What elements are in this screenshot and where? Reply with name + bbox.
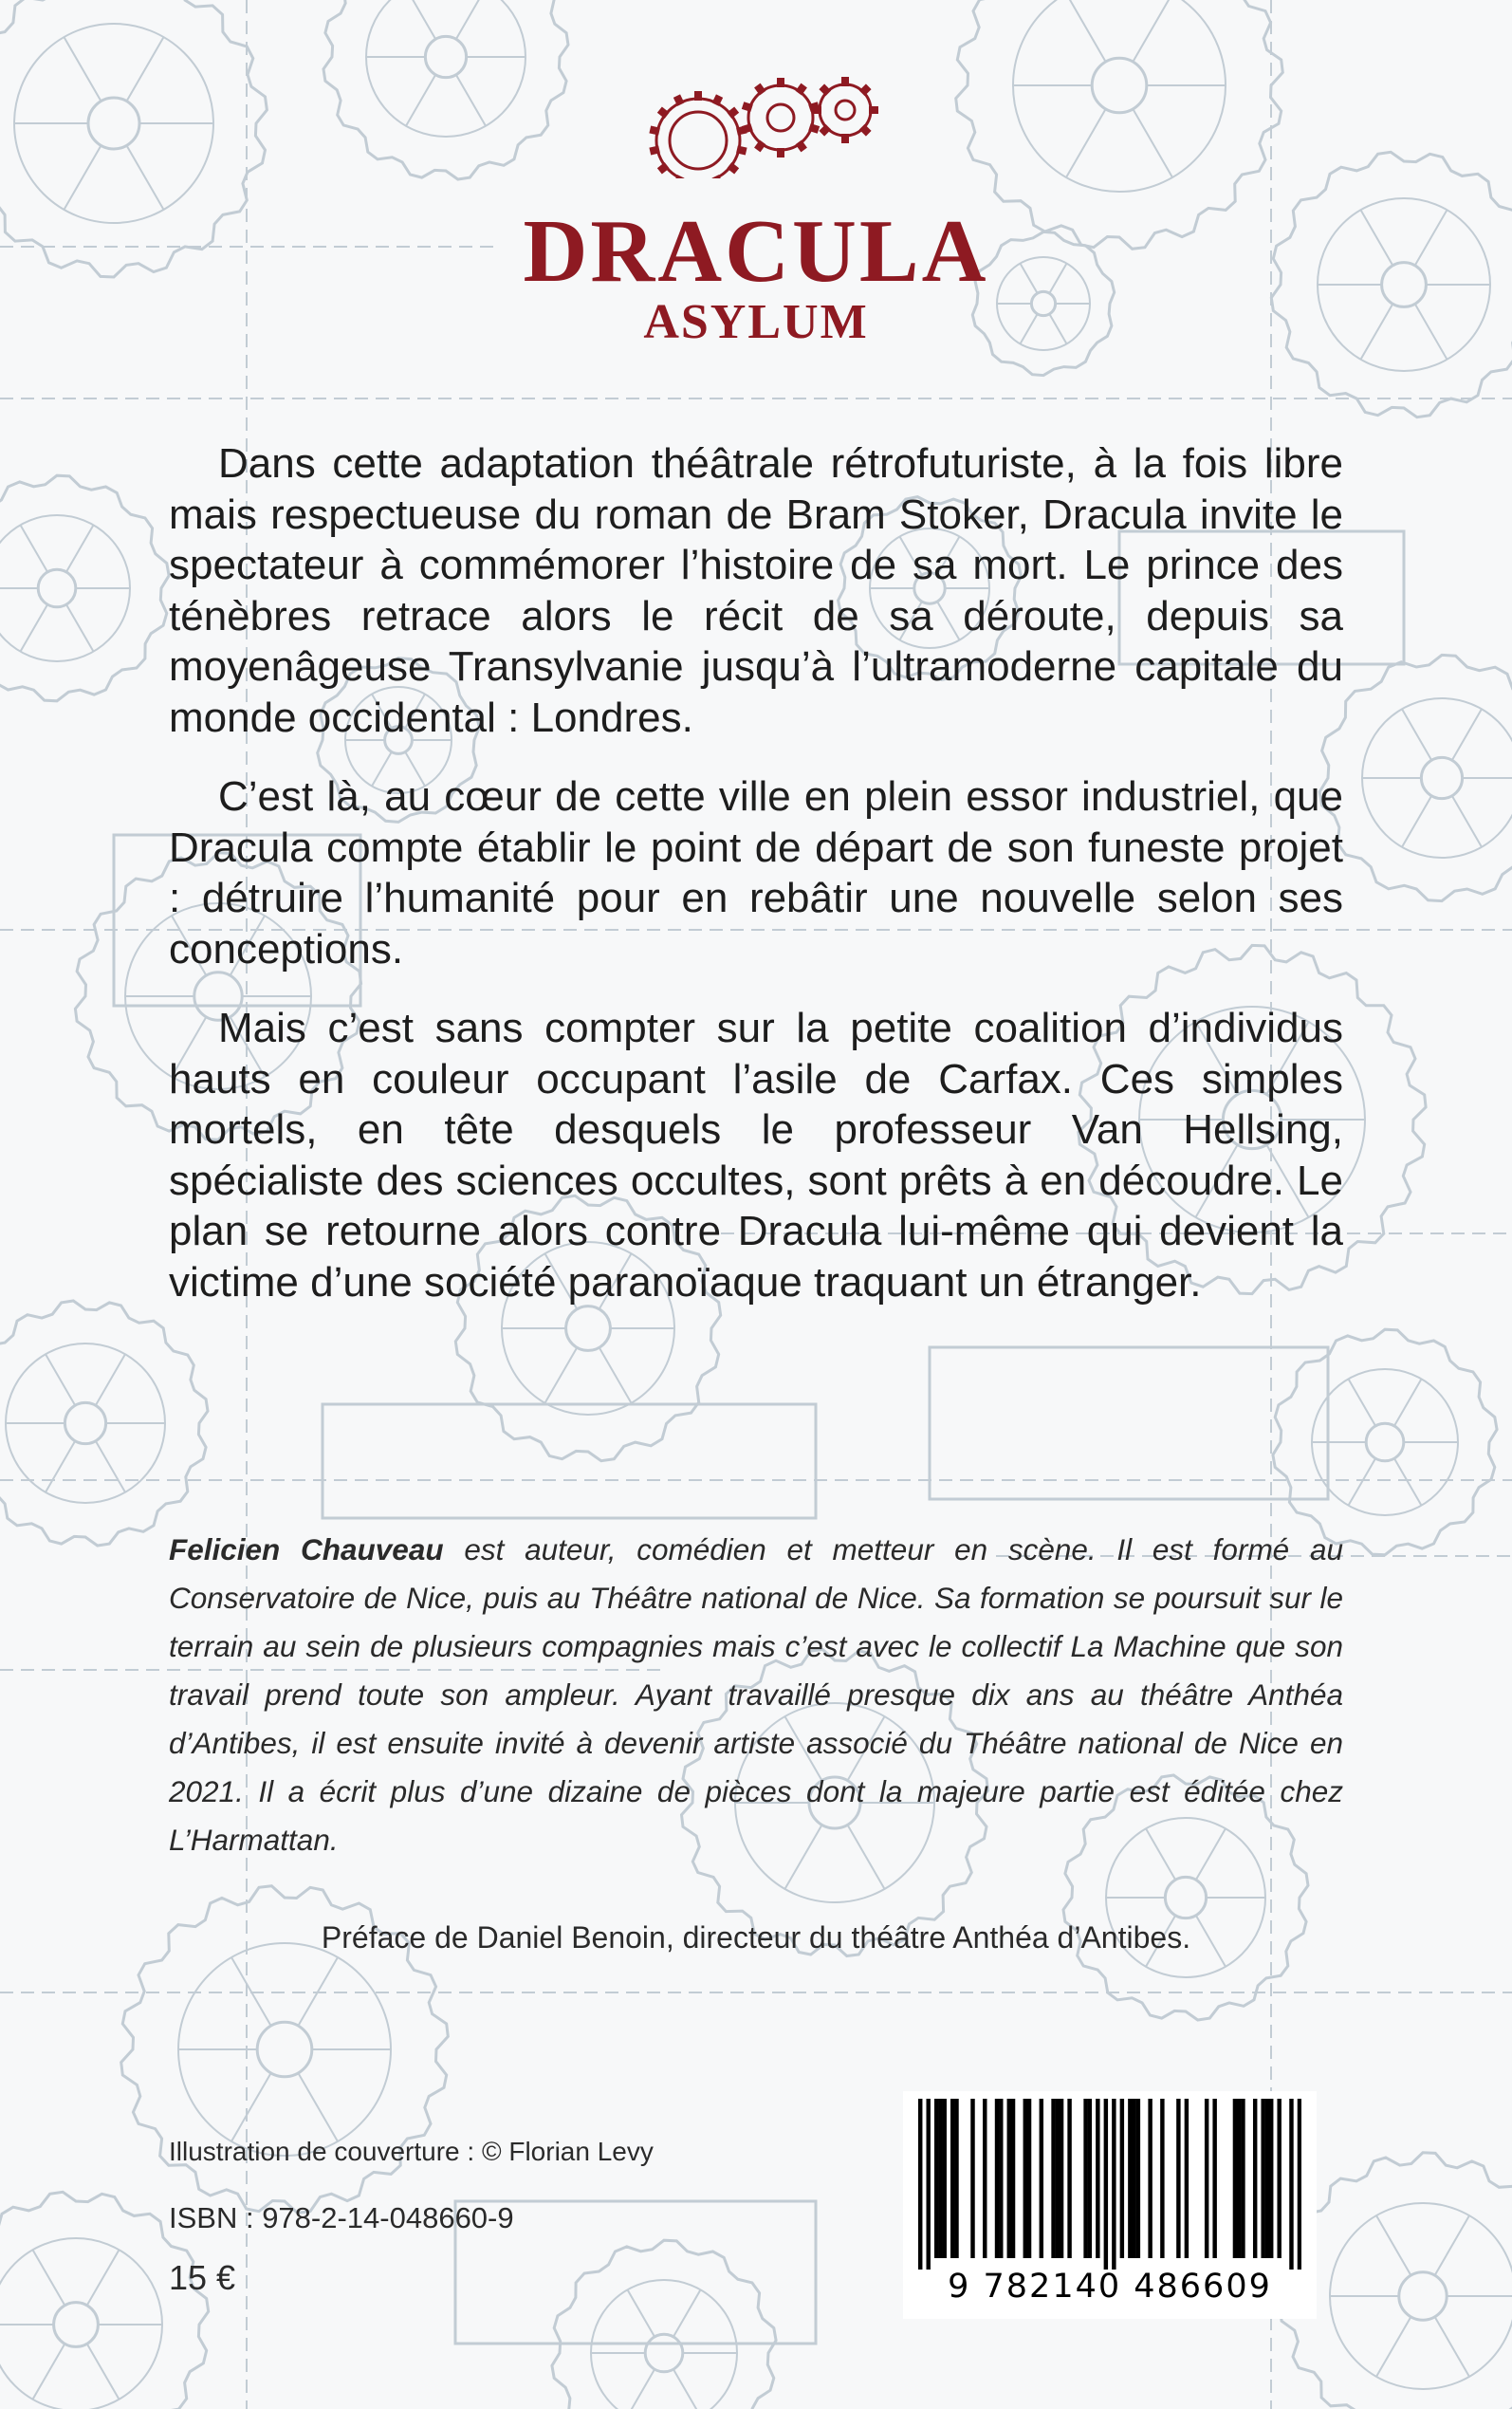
gear-decoration bbox=[65, 1402, 105, 1443]
barcode-bar bbox=[1104, 2099, 1108, 2270]
barcode-bar bbox=[1233, 2099, 1237, 2258]
illustration-credit: Illustration de couverture : © Florian Levy bbox=[169, 2137, 654, 2166]
gear-decoration bbox=[54, 2303, 99, 2347]
gear-decoration bbox=[46, 1441, 75, 1492]
price: 15 € bbox=[169, 2258, 236, 2297]
gear-decoration bbox=[1435, 2317, 1469, 2377]
gear-tooth bbox=[777, 148, 784, 158]
barcode-bars bbox=[918, 2099, 1301, 2270]
author-bio bbox=[169, 1526, 1343, 1864]
gear-decoration bbox=[1066, 109, 1106, 177]
barcode-bar bbox=[938, 2099, 942, 2258]
gear-tooth bbox=[727, 106, 739, 118]
barcode-bar bbox=[1261, 2099, 1264, 2258]
barcode-bar bbox=[1241, 2099, 1245, 2258]
barcode-bar bbox=[1007, 2099, 1011, 2258]
gear-decoration bbox=[628, 2289, 655, 2337]
gear-decoration bbox=[38, 569, 76, 607]
gear-decoration bbox=[1165, 1877, 1206, 1918]
gear-decoration bbox=[1133, 0, 1172, 62]
gear-decoration bbox=[46, 1354, 75, 1405]
barcode-bar bbox=[1011, 2099, 1015, 2258]
barcode-bar bbox=[1277, 2099, 1281, 2258]
gear-decoration bbox=[406, 0, 435, 39]
book-title: DRACULA bbox=[523, 202, 989, 301]
gear-decoration bbox=[1394, 1379, 1422, 1426]
gear-tooth bbox=[812, 106, 821, 114]
gear-decoration bbox=[628, 2369, 655, 2409]
gear-decoration bbox=[65, 37, 101, 102]
barcode-bar bbox=[1136, 2099, 1140, 2258]
barcode-bar bbox=[1060, 2099, 1063, 2258]
barcode-bar bbox=[1120, 2099, 1124, 2258]
gear-decoration bbox=[366, 0, 526, 137]
blurb-paragraph: Mais c’est sans compter sur la petite coalition d’individus hauts en couleur occupant l’asile de Carfax. Ces simples mortels, en tête desquels le professeur Van Hellsing, spécialiste des sciences occultes, sont prêts à en découdre. Le plan se retourne alors contre Dracula lui-même qui devient la victime d’une société paranoïaque traquant un étranger. bbox=[169, 1005, 1343, 1306]
gear-decoration bbox=[1376, 2215, 1411, 2275]
barcode-bar bbox=[934, 2099, 938, 2258]
gear-tooth bbox=[841, 77, 849, 86]
barcode-bar bbox=[1096, 2099, 1099, 2258]
gear-tooth bbox=[859, 124, 872, 137]
barcode-bar bbox=[918, 2099, 922, 2270]
blurb-paragraph: Dans cette adaptation théâtrale rétrofuturiste, à la fois libre mais respectueuse du roman de Bram Stoker, Dracula invite le spectateur à commémorer l’histoire de sa mort. Le prince des ténèbres retrace alors le récit de sa déroute, depuis sa moyenâgeuse Transylvanie jusqu’à l’ultramoderne capitale du monde occidental : Londres. bbox=[169, 440, 1343, 741]
gear-decoration bbox=[298, 2073, 338, 2141]
gear-decoration bbox=[673, 2289, 701, 2337]
gear-decoration bbox=[1394, 1458, 1422, 1506]
barcode-bar bbox=[999, 2099, 1003, 2258]
gear-decoration bbox=[323, 1404, 816, 1518]
gear-tooth bbox=[727, 162, 739, 174]
gear-decoration bbox=[88, 98, 139, 149]
gear-decoration bbox=[87, 2344, 120, 2400]
blurb bbox=[169, 438, 1343, 1336]
barcode-bar bbox=[1289, 2099, 1293, 2270]
gear-decoration bbox=[96, 1441, 125, 1492]
barcode-bar bbox=[927, 2099, 931, 2270]
barcode-bar bbox=[950, 2099, 954, 2258]
barcode-bar bbox=[943, 2099, 947, 2258]
barcode-bar bbox=[1176, 2099, 1180, 2258]
author-bio-text: est auteur, comédien et metteur en scène. Il est formé au Conservatoire de Nice, puis au Théâtre national de Nice. Sa formation se poursuit sur le terrain au sein de plusieurs compagnies mais c’est avec le collectif La Machine que son travail prend toute son ampleur. Ayant travaillé presque dix ans au théâtre Anthéa d’Antibes, il est ensuite invité à devenir artiste associé du Théâtre national de Nice en 2021. Il a écrit plus d’une dizaine de pièces dont la majeure partie est éditée chez L’Harmattan. bbox=[169, 1532, 1343, 1857]
barcode-bar bbox=[1027, 2099, 1031, 2258]
gear-decoration bbox=[552, 2240, 776, 2409]
gear-decoration bbox=[1452, 796, 1482, 847]
gear-tooth bbox=[754, 83, 765, 96]
gear-tooth bbox=[657, 162, 670, 174]
gear-decoration bbox=[323, 0, 568, 179]
blurb-paragraph: C’est là, au cœur de cette ville en plein essor industriel, que Dracula compte établir le point de départ de son funeste projet : détruire l’humanité pour en rebâtir une nouvelle selon ses conceptions. bbox=[169, 773, 1343, 973]
gear-decoration bbox=[33, 2344, 65, 2400]
gear-tooth bbox=[657, 106, 670, 118]
gear-decoration bbox=[21, 525, 48, 572]
gear-tooth bbox=[796, 83, 807, 96]
gear-decoration bbox=[1399, 2272, 1447, 2320]
gear-decoration bbox=[425, 36, 466, 77]
barcode-bar bbox=[1051, 2099, 1055, 2258]
gear-decoration bbox=[1402, 709, 1431, 760]
gears-logo-icon bbox=[615, 74, 899, 188]
barcode-bar bbox=[1253, 2099, 1257, 2258]
gear-decoration bbox=[406, 75, 435, 126]
gear-decoration bbox=[456, 75, 486, 126]
gear-decoration bbox=[87, 2250, 120, 2306]
gear-tooth bbox=[819, 83, 831, 96]
barcode-digits: 9 782140 486609 bbox=[948, 2268, 1272, 2306]
barcode-bar bbox=[1148, 2099, 1152, 2258]
gear-decoration bbox=[456, 0, 486, 39]
barcode-bar bbox=[1269, 2099, 1273, 2258]
gear-decoration bbox=[1013, 0, 1226, 192]
gear-decoration bbox=[1366, 1423, 1404, 1461]
book-subtitle: ASYLUM bbox=[643, 295, 869, 349]
gear-tooth bbox=[754, 140, 765, 153]
gear-decoration bbox=[1273, 1329, 1497, 1555]
barcode-bar bbox=[1132, 2099, 1135, 2258]
gear-decoration bbox=[673, 2369, 701, 2409]
gear-decoration bbox=[1421, 757, 1462, 798]
gear-decoration bbox=[33, 2250, 65, 2306]
barcode-bar bbox=[1205, 2099, 1208, 2258]
gear-decoration bbox=[1376, 2317, 1411, 2377]
barcode-bar bbox=[1237, 2099, 1241, 2258]
barcode-bar bbox=[1040, 2099, 1043, 2258]
gear-tooth bbox=[777, 78, 784, 87]
gear-decoration bbox=[1452, 709, 1482, 760]
author-name: Felicien Chauveau bbox=[169, 1532, 444, 1566]
barcode-bar bbox=[1160, 2099, 1164, 2258]
gear-tooth bbox=[859, 83, 872, 96]
gear-decoration bbox=[1133, 109, 1172, 177]
gear-decoration bbox=[127, 37, 164, 102]
gear-decoration bbox=[545, 1347, 578, 1403]
gear-decoration bbox=[1349, 1379, 1376, 1426]
gear-tooth bbox=[841, 134, 849, 143]
gear-decoration bbox=[930, 1347, 1328, 1499]
gear-tooth bbox=[694, 91, 702, 101]
barcode-bar bbox=[995, 2099, 999, 2258]
barcode-bar bbox=[1088, 2099, 1092, 2258]
gear-decoration bbox=[1349, 1458, 1376, 1506]
barcode-bar bbox=[1023, 2099, 1027, 2258]
preface-note: Préface de Daniel Benoin, directeur du théâtre Anthéa d’Antibes. bbox=[321, 1920, 1191, 1955]
gear-tooth bbox=[869, 106, 878, 114]
gear-decoration bbox=[1435, 2215, 1469, 2275]
barcode-bar bbox=[1185, 2099, 1189, 2258]
isbn: ISBN : 978-2-14-048660-9 bbox=[169, 2201, 514, 2234]
gear-decoration bbox=[599, 1347, 632, 1403]
barcode-bar bbox=[1298, 2099, 1301, 2270]
gear-decoration bbox=[1066, 0, 1106, 62]
gear-decoration bbox=[21, 604, 48, 652]
barcode-bar bbox=[954, 2099, 958, 2258]
gear-tooth bbox=[796, 140, 807, 153]
barcode-bar bbox=[1067, 2099, 1071, 2258]
barcode-bar bbox=[983, 2099, 986, 2258]
gear-decoration bbox=[96, 1354, 125, 1405]
barcode bbox=[903, 2091, 1317, 2319]
gear-decoration bbox=[1402, 796, 1431, 847]
barcode-bar bbox=[1128, 2099, 1132, 2258]
gear-decoration bbox=[66, 604, 94, 652]
barcode-bar bbox=[1056, 2099, 1060, 2258]
gear-decoration bbox=[257, 2022, 312, 2077]
barcode-bar bbox=[1112, 2099, 1116, 2270]
barcode-bar bbox=[1265, 2099, 1269, 2258]
gear-decoration bbox=[231, 2073, 271, 2141]
gear-tooth bbox=[819, 124, 831, 137]
barcode-bar bbox=[1083, 2099, 1087, 2258]
barcode-bar bbox=[1212, 2099, 1216, 2258]
gear-decoration bbox=[1092, 58, 1147, 113]
barcode-bar bbox=[970, 2099, 974, 2258]
gear-decoration bbox=[645, 2334, 683, 2372]
gear-decoration bbox=[66, 525, 94, 572]
